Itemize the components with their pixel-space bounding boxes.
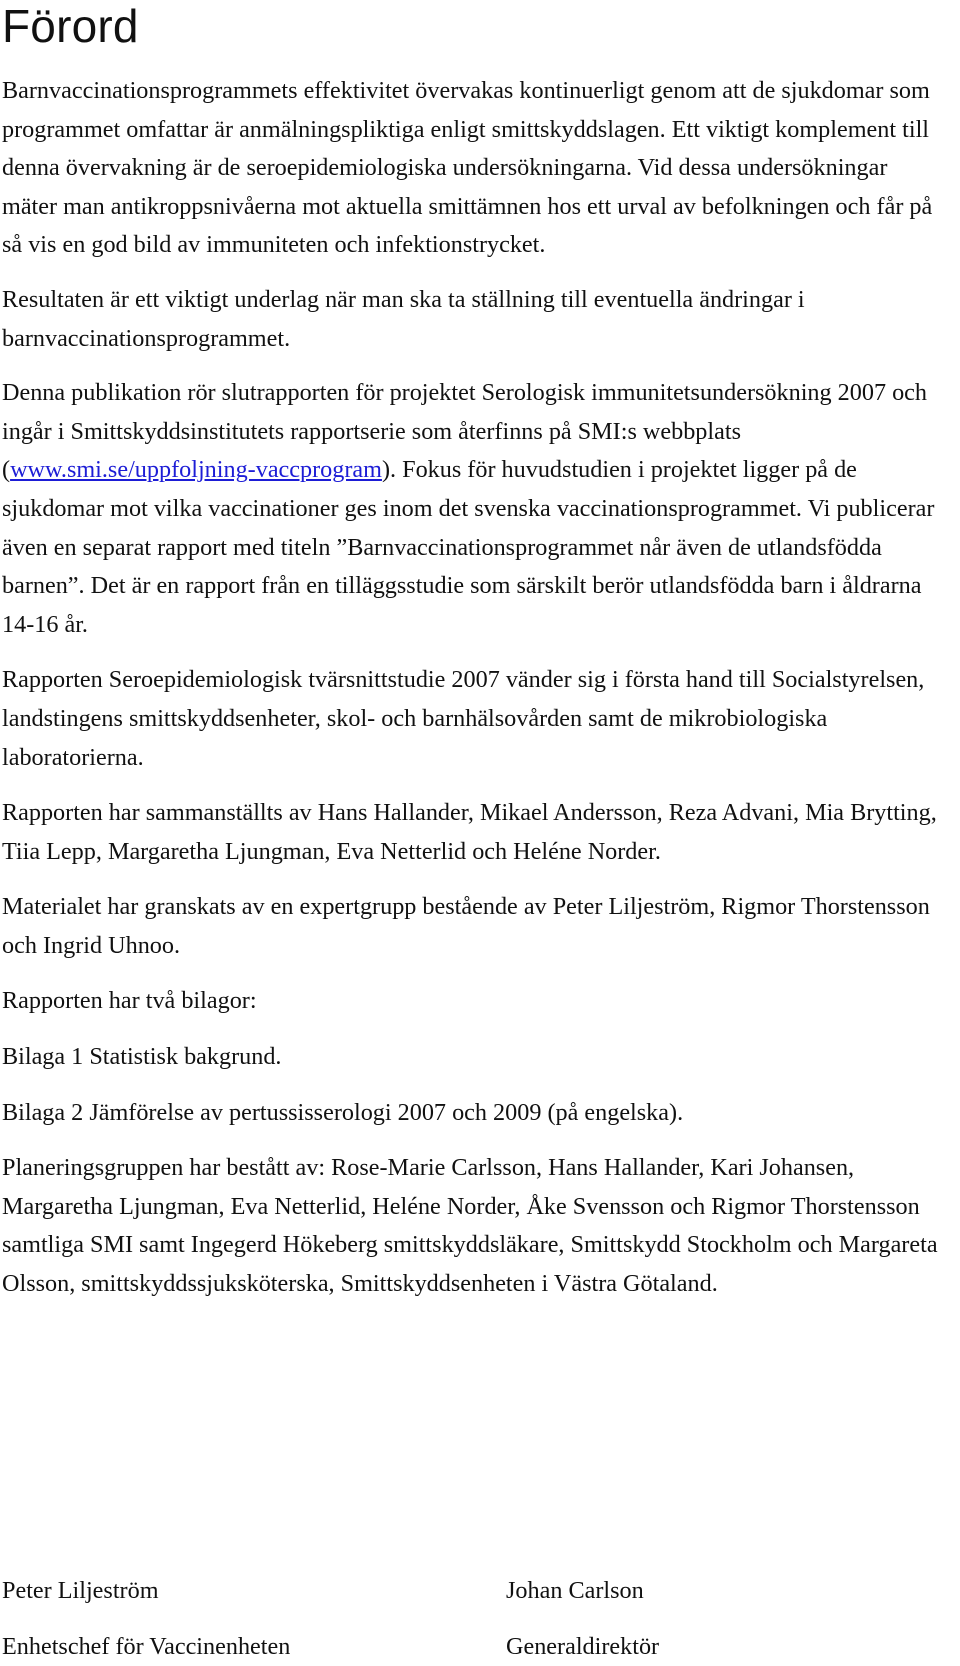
signatory-name: Peter Liljeström (2, 1577, 159, 1604)
paragraph-publication (2, 374, 948, 644)
document-page (2, 0, 948, 1304)
signature-left (2, 1572, 290, 1666)
paragraph-intro: Barnvaccinationsprogrammets effektivitet övervakas kontinuerligt genom att de sjukdomar som programmet omfattar är anmälningspliktiga enligt smittskyddslagen. Ett viktigt komplement till denna övervakning är de seroepidemiologiska undersökningarna. Vid dessa undersökningar mäter man antikroppsnivåerna mot aktuella smittämnen hos ett urval av befolkningen och får på så vis en god bild av immuniteten och infektionstrycket. (2, 77, 933, 259)
paragraph-publication-end: ). Fokus för huvudstudien i projektet ligger på de sjukdomar mot vilka vaccinationer ges inom det svenska vaccinationsprogrammet. Vi publicerar även en separat rapport med titeln ”Barnvaccinationsprogrammet når även de utlandsfödda barnen”. Det är en rapport från en tilläggsstudie som särskilt berör utlandsfödda barn i åldrarna 14-16 år. (2, 456, 935, 638)
paragraph-results: Resultaten är ett viktigt underlag när man ska ta ställning till eventuella ändringar i barnvaccinationsprogrammet. (2, 285, 805, 352)
paragraph-authors: Rapporten har sammanställts av Hans Hallander, Mikael Andersson, Reza Advani, Mia Brytting, Tiia Lepp, Margaretha Ljungman, Eva Netterlid och Heléne Norder. (2, 799, 937, 865)
paragraph-appendix-2: Bilaga 2 Jämförelse av pertussisserologi 2007 och 2009 (på engelska). (2, 1098, 684, 1126)
smi-website-link[interactable]: www.smi.se/uppfoljning-vaccprogram (10, 456, 382, 484)
paragraph-appendix-1: Bilaga 1 Statistisk bakgrund. (2, 1043, 282, 1071)
paragraph-audience: Rapporten Seroepidemiologisk tvärsnittstudie 2007 vänder sig i första hand till Socialstyrelsen, landstingens smittskyddsenheter, skol- och barnhälsovården samt de mikrobiologiska laboratorierna. (2, 666, 925, 771)
signatory-title: Generaldirektör (506, 1633, 660, 1660)
page-title: Förord (2, 0, 139, 52)
paragraph-reviewers: Materialet har granskats av en expertgrupp bestående av Peter Liljeström, Rigmor Thorstensson och Ingrid Uhnoo. (2, 893, 930, 959)
paragraph-appendices-intro: Rapporten har två bilagor: (2, 987, 257, 1015)
paragraph-planning-group: Planeringsgruppen har bestått av: Rose-Marie Carlsson, Hans Hallander, Kari Johansen, Margaretha Ljungman, Eva Netterlid, Heléne Norder, Åke Svensson och Rigmor Thorstensson samtliga SMI samt Ingegerd Hökeberg smittskyddsläkare, Smittskydd Stockholm och Margareta Olsson, smittskyddssjuksköterska, Smittskyddsenheten i Västra Götaland. (2, 1154, 938, 1298)
signatory-title: Enhetschef för Vaccinenheten (2, 1633, 291, 1660)
signature-right (506, 1572, 659, 1666)
paragraph-publication-start: Denna publikation rör slutrapporten för projektet Serologisk immunitetsundersökning 2007 och ingår i Smittskyddsinstitutets rapportserie som återfinns på SMI:s webbplats ( (2, 379, 928, 484)
signatory-name: Johan Carlson (506, 1577, 644, 1604)
